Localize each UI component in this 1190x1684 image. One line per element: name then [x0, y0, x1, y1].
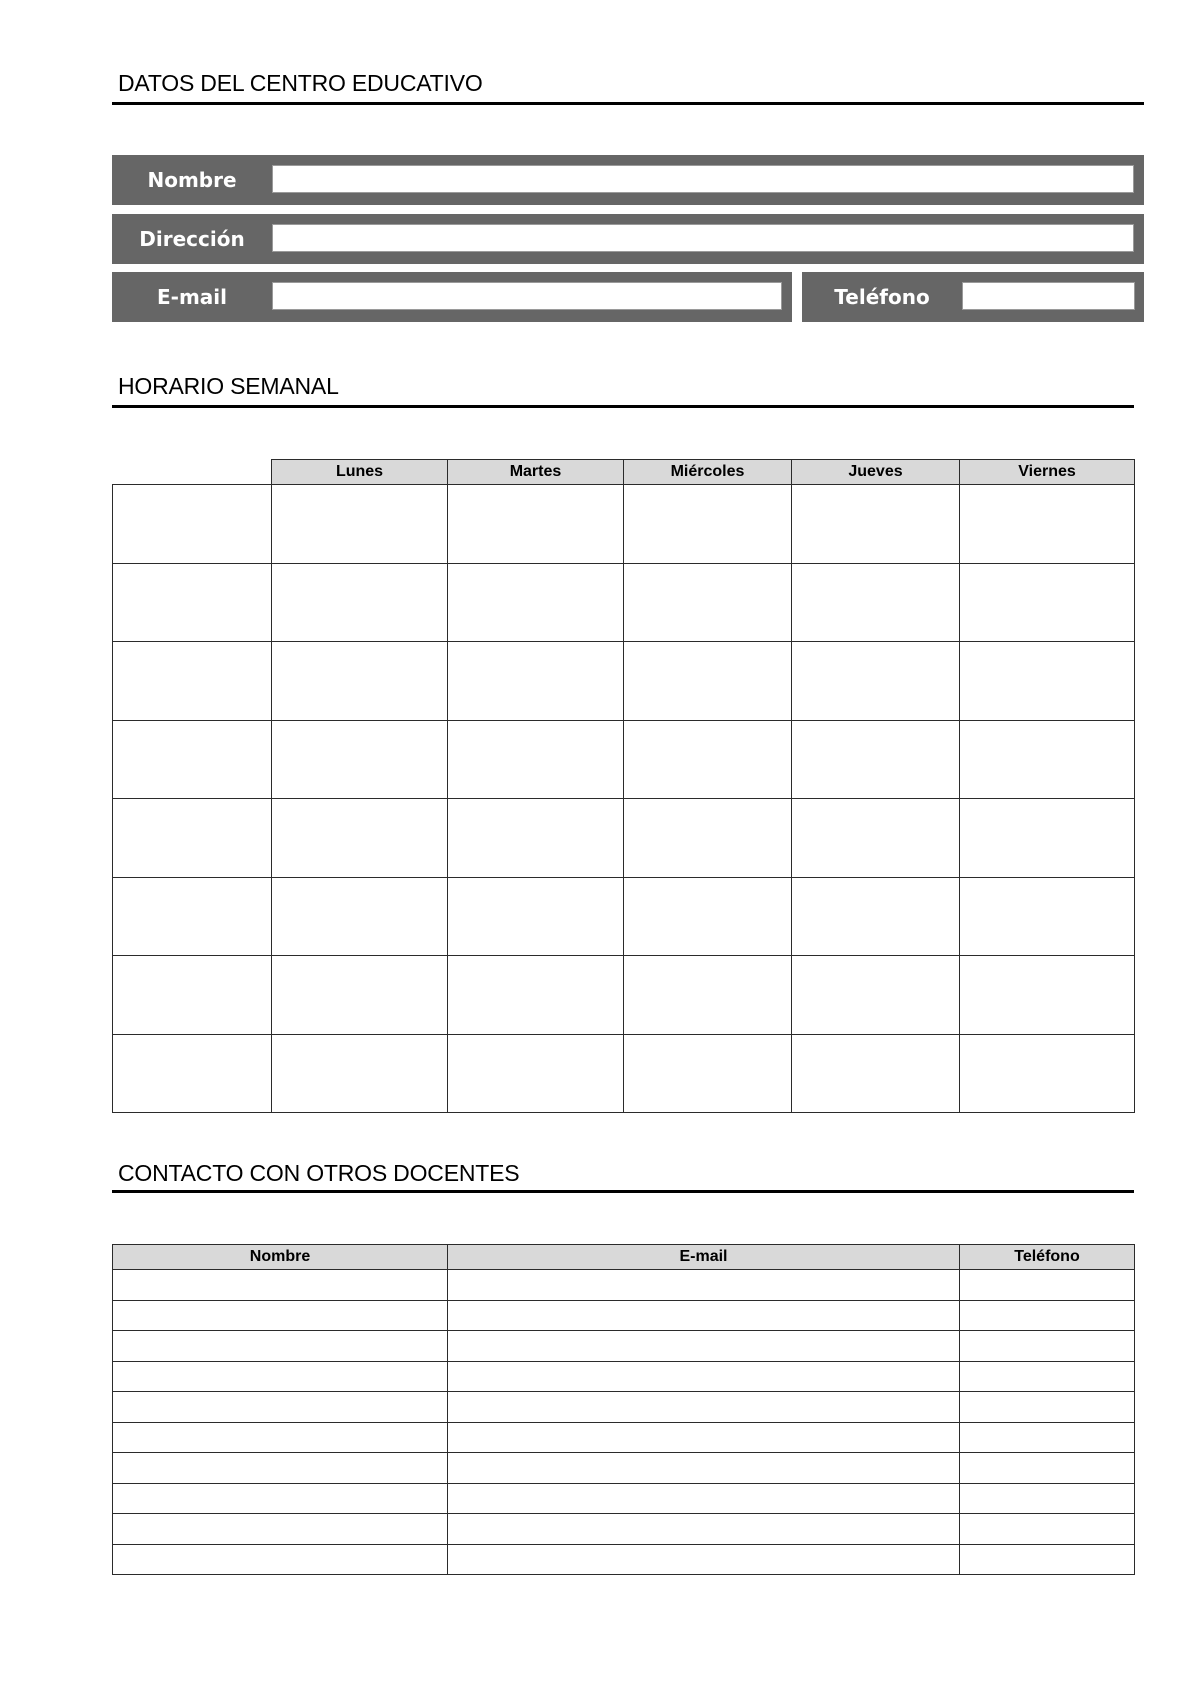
schedule-table: [112, 459, 1135, 1113]
center-section-title: DATOS DEL CENTRO EDUCATIVO: [118, 70, 483, 96]
contact-email-cell[interactable]: [448, 1392, 960, 1423]
schedule-cell[interactable]: [792, 799, 960, 878]
schedule-cell[interactable]: [272, 485, 448, 564]
telefono-label: Teléfono: [834, 285, 930, 309]
day-header: Lunes: [272, 460, 448, 485]
contacts-column-header: E-mail: [448, 1245, 960, 1270]
contact-row: [113, 1483, 1135, 1514]
schedule-cell[interactable]: [960, 485, 1135, 564]
contact-name-cell[interactable]: [113, 1300, 448, 1331]
schedule-cell[interactable]: [960, 563, 1135, 642]
email-row: [112, 272, 792, 322]
time-slot-cell[interactable]: [113, 799, 272, 878]
schedule-cell[interactable]: [448, 563, 624, 642]
email-label: E-mail: [156, 285, 227, 309]
time-slot-cell[interactable]: [113, 563, 272, 642]
day-header: Miércoles: [624, 460, 792, 485]
nombre-input[interactable]: [272, 165, 1134, 193]
schedule-cell[interactable]: [792, 956, 960, 1035]
contact-row: [113, 1361, 1135, 1392]
direccion-input[interactable]: [272, 224, 1134, 252]
time-slot-cell[interactable]: [113, 1034, 272, 1113]
contacts-section-rule: [112, 1190, 1134, 1193]
contact-email-cell[interactable]: [448, 1270, 960, 1301]
schedule-cell[interactable]: [448, 642, 624, 721]
center-section-rule: [112, 102, 1144, 105]
schedule-row: [113, 877, 1135, 956]
day-header: Viernes: [960, 460, 1135, 485]
contact-email-cell[interactable]: [448, 1453, 960, 1484]
contact-phone-cell[interactable]: [960, 1392, 1135, 1423]
schedule-cell[interactable]: [624, 799, 792, 878]
schedule-cell[interactable]: [960, 877, 1135, 956]
contact-phone-cell[interactable]: [960, 1270, 1135, 1301]
time-slot-cell[interactable]: [113, 720, 272, 799]
contact-row: [113, 1331, 1135, 1362]
schedule-cell[interactable]: [624, 642, 792, 721]
schedule-cell[interactable]: [624, 956, 792, 1035]
schedule-cell[interactable]: [624, 563, 792, 642]
schedule-row: [113, 1034, 1135, 1113]
schedule-section-title: HORARIO SEMANAL: [118, 373, 339, 399]
contact-phone-cell[interactable]: [960, 1453, 1135, 1484]
contact-name-cell[interactable]: [113, 1514, 448, 1545]
contact-phone-cell[interactable]: [960, 1483, 1135, 1514]
nombre-row: [112, 155, 1144, 205]
contacts-column-header: Nombre: [113, 1245, 448, 1270]
contact-name-cell[interactable]: [113, 1422, 448, 1453]
contact-email-cell[interactable]: [448, 1483, 960, 1514]
schedule-cell[interactable]: [448, 799, 624, 878]
schedule-cell[interactable]: [448, 956, 624, 1035]
schedule-corner-cell: [113, 460, 272, 485]
contact-phone-cell[interactable]: [960, 1422, 1135, 1453]
schedule-cell[interactable]: [448, 877, 624, 956]
schedule-row: [113, 799, 1135, 878]
schedule-cell[interactable]: [960, 799, 1135, 878]
contact-email-cell[interactable]: [448, 1422, 960, 1453]
time-slot-cell[interactable]: [113, 642, 272, 721]
schedule-cell[interactable]: [272, 799, 448, 878]
schedule-cell[interactable]: [792, 485, 960, 564]
contact-row: [113, 1422, 1135, 1453]
schedule-row: [113, 720, 1135, 799]
nombre-label: Nombre: [147, 168, 237, 192]
schedule-row: [113, 956, 1135, 1035]
contact-phone-cell[interactable]: [960, 1514, 1135, 1545]
email-input[interactable]: [272, 282, 782, 310]
schedule-cell[interactable]: [448, 720, 624, 799]
contact-email-cell[interactable]: [448, 1361, 960, 1392]
contact-email-cell[interactable]: [448, 1331, 960, 1362]
contacts-header-row: [113, 1245, 1135, 1270]
telefono-input[interactable]: [962, 282, 1135, 310]
schedule-cell[interactable]: [624, 485, 792, 564]
contacts-section-title: CONTACTO CON OTROS DOCENTES: [118, 1160, 520, 1186]
schedule-cell[interactable]: [272, 956, 448, 1035]
schedule-cell[interactable]: [272, 1034, 448, 1113]
time-slot-cell[interactable]: [113, 956, 272, 1035]
direccion-label: Dirección: [139, 227, 245, 251]
schedule-cell[interactable]: [624, 720, 792, 799]
contact-name-cell[interactable]: [113, 1361, 448, 1392]
contact-name-cell[interactable]: [113, 1453, 448, 1484]
day-header: Martes: [448, 460, 624, 485]
contact-email-cell[interactable]: [448, 1514, 960, 1545]
schedule-cell[interactable]: [960, 1034, 1135, 1113]
contact-phone-cell[interactable]: [960, 1361, 1135, 1392]
schedule-cell[interactable]: [448, 485, 624, 564]
contact-row: [113, 1392, 1135, 1423]
direccion-row: [112, 214, 1144, 264]
schedule-row: [113, 563, 1135, 642]
time-slot-cell[interactable]: [113, 877, 272, 956]
contact-row: [113, 1453, 1135, 1484]
schedule-cell[interactable]: [960, 956, 1135, 1035]
contact-phone-cell[interactable]: [960, 1544, 1135, 1575]
schedule-cell[interactable]: [792, 1034, 960, 1113]
day-header: Jueves: [792, 460, 960, 485]
contact-row: [113, 1514, 1135, 1545]
contact-email-cell[interactable]: [448, 1300, 960, 1331]
contact-name-cell[interactable]: [113, 1331, 448, 1362]
schedule-cell[interactable]: [960, 642, 1135, 721]
schedule-section-rule: [112, 405, 1134, 408]
schedule-cell[interactable]: [792, 720, 960, 799]
contact-email-cell[interactable]: [448, 1544, 960, 1575]
contact-name-cell[interactable]: [113, 1483, 448, 1514]
contact-row: [113, 1270, 1135, 1301]
contact-name-cell[interactable]: [113, 1544, 448, 1575]
schedule-cell[interactable]: [792, 642, 960, 721]
contact-row: [113, 1300, 1135, 1331]
schedule-cell[interactable]: [272, 563, 448, 642]
contact-phone-cell[interactable]: [960, 1331, 1135, 1362]
schedule-row: [113, 642, 1135, 721]
schedule-cell[interactable]: [272, 720, 448, 799]
contact-phone-cell[interactable]: [960, 1300, 1135, 1331]
schedule-cell[interactable]: [272, 642, 448, 721]
schedule-row: [113, 485, 1135, 564]
schedule-cell[interactable]: [624, 1034, 792, 1113]
telefono-row: [802, 272, 1144, 322]
schedule-cell[interactable]: [792, 877, 960, 956]
contacts-table: [112, 1244, 1135, 1575]
contacts-column-header: Teléfono: [960, 1245, 1135, 1270]
schedule-cell[interactable]: [792, 563, 960, 642]
contact-name-cell[interactable]: [113, 1270, 448, 1301]
time-slot-cell[interactable]: [113, 485, 272, 564]
schedule-header-row: [113, 460, 1135, 485]
contact-name-cell[interactable]: [113, 1392, 448, 1423]
schedule-cell[interactable]: [272, 877, 448, 956]
schedule-cell[interactable]: [624, 877, 792, 956]
contact-row: [113, 1544, 1135, 1575]
schedule-cell[interactable]: [960, 720, 1135, 799]
schedule-cell[interactable]: [448, 1034, 624, 1113]
